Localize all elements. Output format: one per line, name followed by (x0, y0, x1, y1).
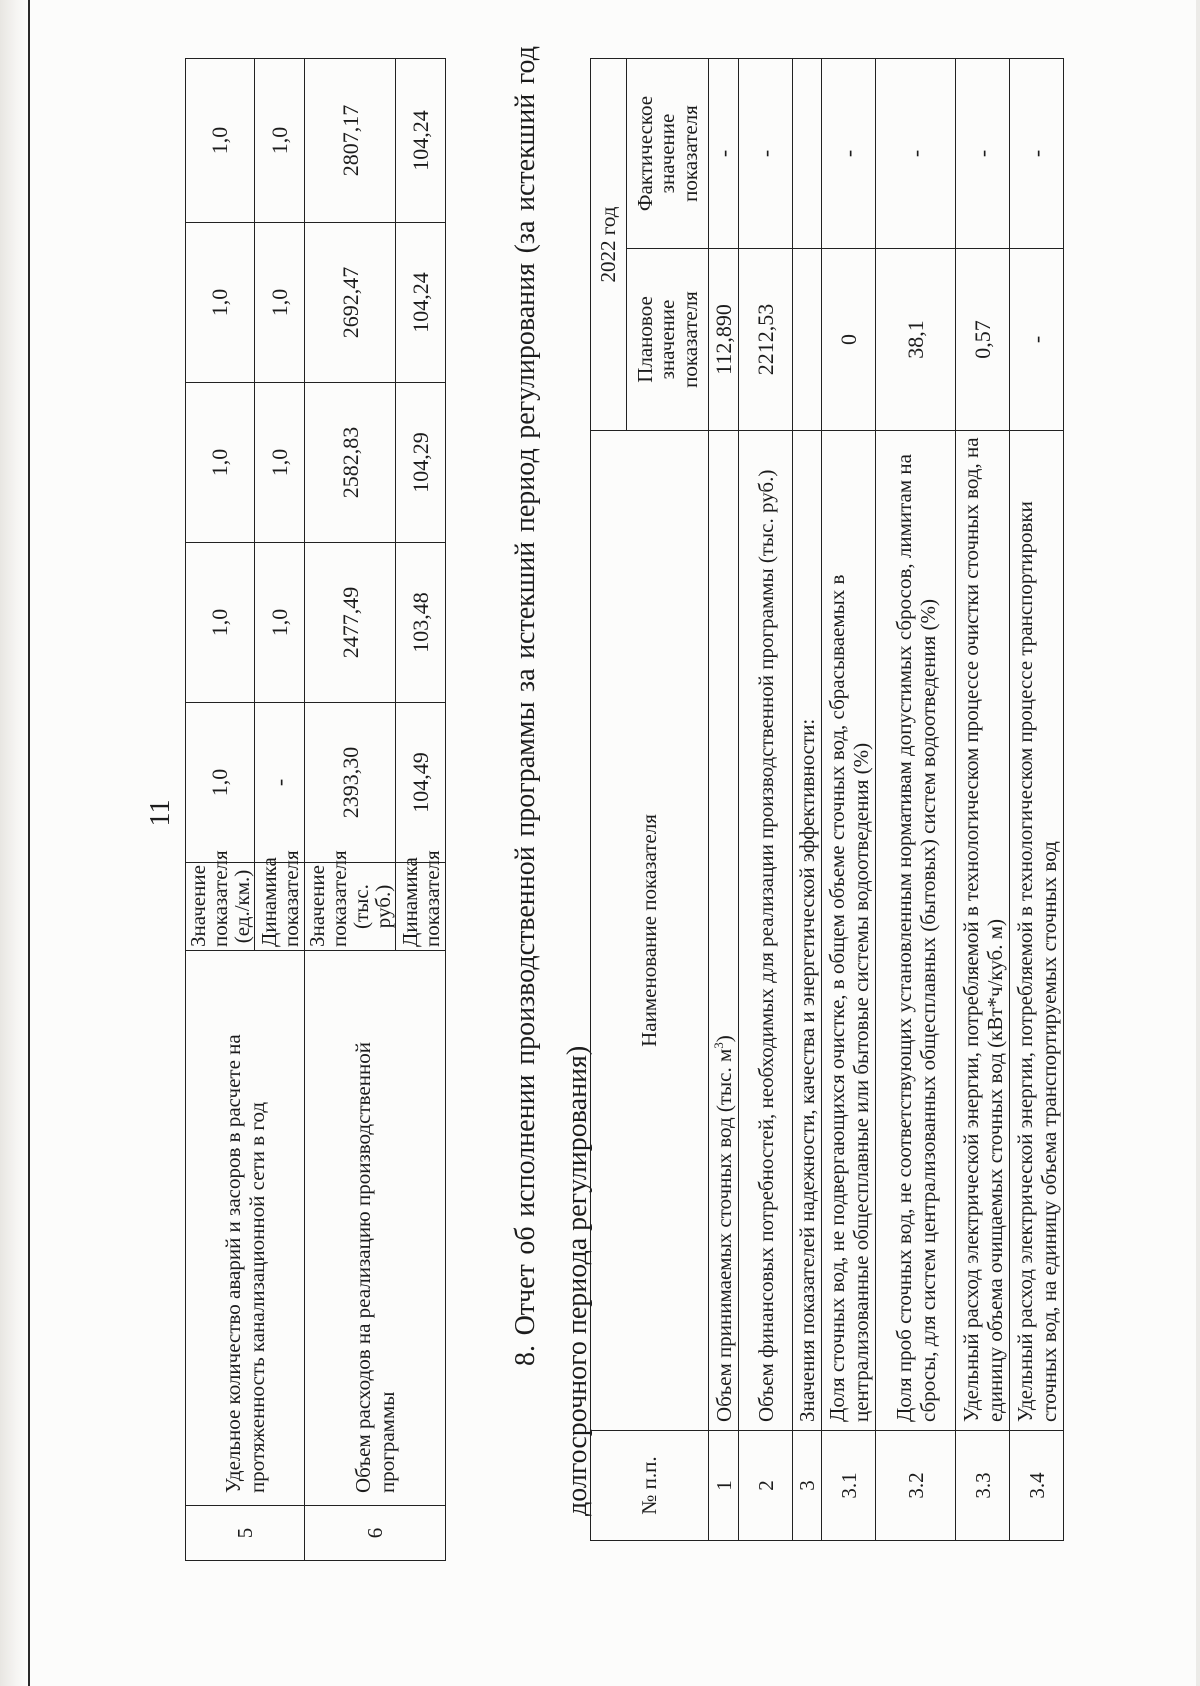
indicator-name: Объем финансовых потребностей, необходимых для реализации производственной программы (тыс. руб.) (739, 431, 793, 1431)
value-cell: 1,0 (255, 223, 305, 383)
value-cell: 1,0 (186, 383, 255, 543)
value-cell: 104,29 (396, 383, 446, 543)
value-cell: 104,24 (396, 223, 446, 383)
indicator-name: Значения показателей надежности, качества и энергетической эффективности: (793, 431, 822, 1431)
table-row (956, 58, 1010, 1540)
row-number: 2 (739, 1431, 793, 1541)
row-number: 3.1 (822, 1431, 876, 1541)
value-cell: 1,0 (186, 59, 255, 223)
column-header-actual: Фактическое значение показателя (627, 58, 709, 248)
table-row (186, 59, 255, 1561)
superscript: 3 (710, 1042, 726, 1049)
indicator-name: Доля проб сточных вод, не соответствующих установленным нормативам допустимых сбросов, лимитам на сбросы, для систем централизованных общесплавных (бытовых) систем водоотведения (%) (876, 431, 956, 1431)
table-header-row (591, 58, 627, 1540)
column-header-year: 2022 год (591, 58, 627, 430)
row-number: 3 (793, 1431, 822, 1541)
indicators-table-continuation (185, 58, 446, 1561)
value-cell: 1,0 (186, 223, 255, 383)
table-row (793, 58, 822, 1540)
table-row (305, 59, 396, 1561)
value-cell: 2807,17 (305, 59, 396, 223)
column-header-planned: Плановое значение показателя (627, 249, 709, 431)
planned-value (793, 249, 822, 431)
page-number: 11 (145, 799, 176, 827)
indicator-name: Доля сточных вод, не подвергающихся очистке, в общем объеме сточных вод, сбрасываемых в централизованные общесплавные или бытовые системы водоотведения (%) (822, 431, 876, 1431)
planned-value: 0,57 (956, 249, 1010, 431)
actual-value: - (876, 58, 956, 248)
table-row (739, 58, 793, 1540)
planned-value: 38,1 (876, 249, 956, 431)
table-row (1010, 58, 1064, 1540)
program-report-table (590, 58, 1064, 1541)
row-number: 6 (305, 1506, 446, 1561)
actual-value: - (709, 58, 739, 248)
table-row (709, 58, 739, 1540)
value-cell: 1,0 (255, 543, 305, 703)
section-heading-line-1: 8. Отчет об исполнении производственной программы за истекший период регулирования (за истекший год (510, 46, 541, 1366)
row-number: 5 (186, 1506, 305, 1561)
indicator-name-text: Объем принимаемых сточных вод (тыс. м (711, 1048, 736, 1422)
actual-value: - (739, 58, 793, 248)
column-header-number: № п.п. (591, 1431, 709, 1541)
indicator-name (709, 431, 739, 1431)
value-cell: 104,24 (396, 59, 446, 223)
value-cell: 104,49 (396, 703, 446, 863)
value-cell: 1,0 (186, 703, 255, 863)
actual-value: - (1010, 58, 1064, 248)
planned-value: - (1010, 249, 1064, 431)
actual-value (793, 58, 822, 248)
planned-value: 0 (822, 249, 876, 431)
indicator-name: Удельный расход электрической энергии, потребляемой в технологическом процессе транспортировки сточных вод, на единицу объема транспортируемых сточных вод (1010, 431, 1064, 1431)
row-number: 1 (709, 1431, 739, 1541)
section-heading (500, 46, 604, 1516)
row-number: 3.4 (1010, 1431, 1064, 1541)
value-cell: 2582,83 (305, 383, 396, 543)
indicator-name-tail: ) (711, 1035, 736, 1043)
planned-value: 112,890 (709, 249, 739, 431)
value-cell: 2477,49 (305, 543, 396, 703)
value-cell: 2393,30 (305, 703, 396, 863)
value-cell: 2692,47 (305, 223, 396, 383)
indicator-name: Удельное количество аварий и засоров в расчете на протяженность канализационной сети в год (186, 951, 305, 1506)
row-number: 3.3 (956, 1431, 1010, 1541)
actual-value: - (956, 58, 1010, 248)
value-cell: 1,0 (255, 383, 305, 543)
column-header-name: Наименование показателя (591, 431, 709, 1431)
indicator-name: Удельный расход электрической энергии, потребляемой в технологическом процессе очистки сточных вод, на единицу объема очищаемых сточных вод (кВт*ч/куб. м) (956, 431, 1010, 1431)
row-number: 3.2 (876, 1431, 956, 1541)
table-row (876, 58, 956, 1540)
value-cell: 1,0 (186, 543, 255, 703)
sub-label: Значение показателя (ед./км.) (186, 863, 255, 951)
table-row (822, 58, 876, 1540)
sub-label: Динамика показателя (255, 863, 305, 951)
section-heading-line-2: долгосрочного периода регулирования) (562, 1045, 593, 1516)
sub-label: Динамика показателя (396, 863, 446, 951)
indicator-name: Объем расходов на реализацию производственной программы (305, 951, 446, 1506)
value-cell: 1,0 (255, 59, 305, 223)
value-cell: 103,48 (396, 543, 446, 703)
value-cell: - (255, 703, 305, 863)
planned-value: 2212,53 (739, 249, 793, 431)
sub-label: Значение показателя (тыс. руб.) (305, 863, 396, 951)
actual-value: - (822, 58, 876, 248)
